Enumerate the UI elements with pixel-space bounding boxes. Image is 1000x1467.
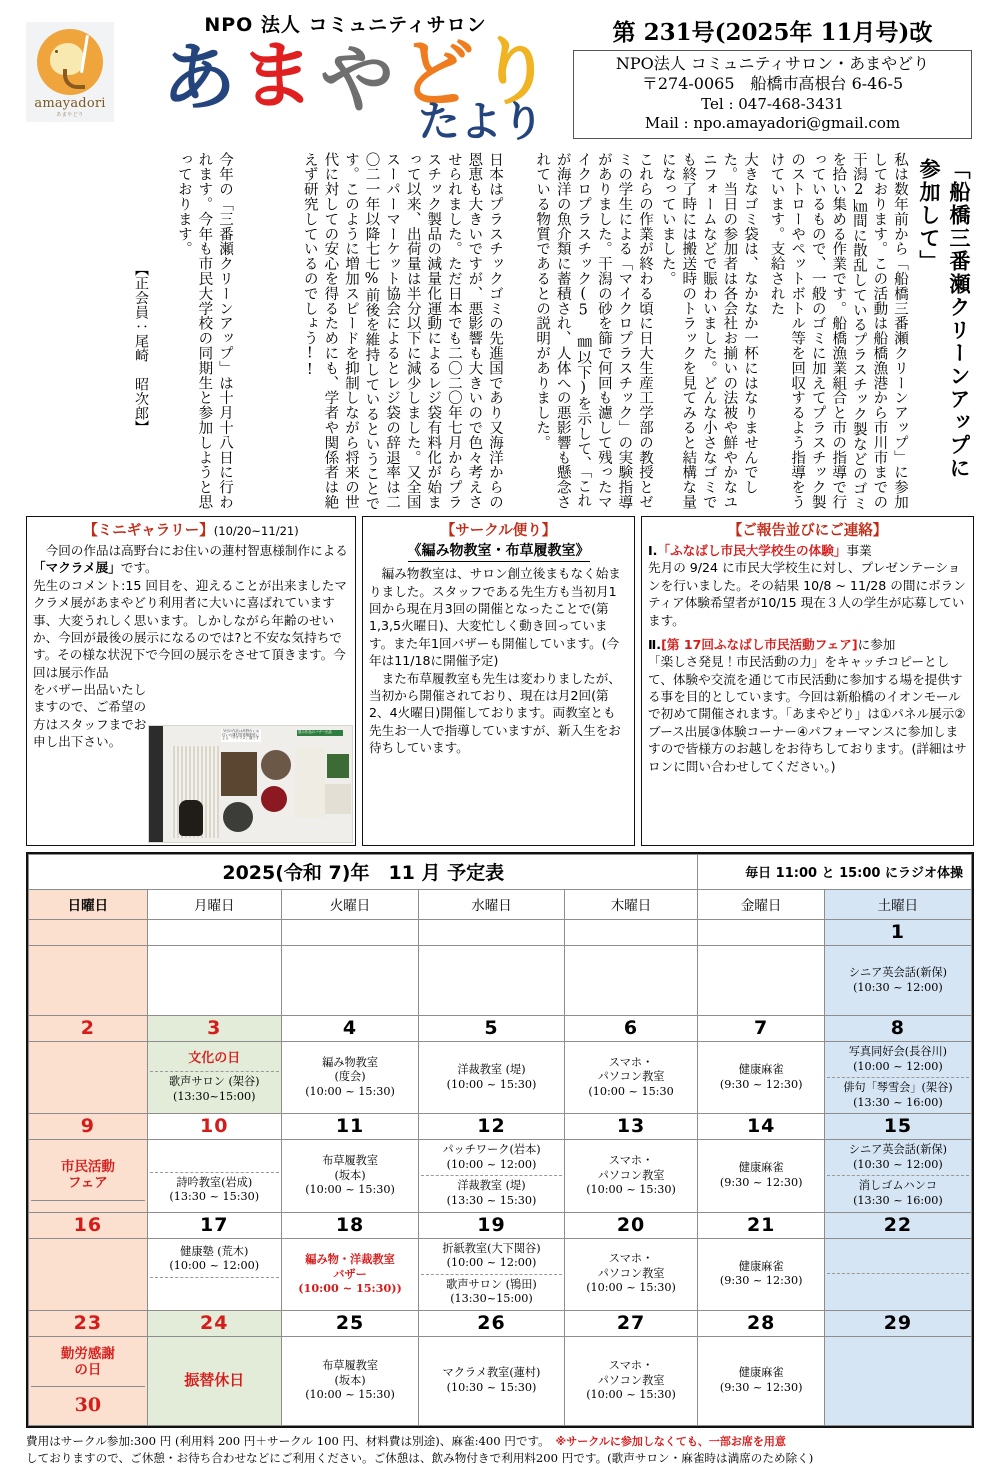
article-column-2: 大きなゴミ袋は、なかなか一杯にはなりませんでした。当日の参加者は各会社お揃いの法被や鮮やかなユニフォームなどで賑わいました。どんな小さなゴミでも終了時には搬送時のトラックを見てみると結構な量になっていました。 xyxy=(659,152,758,510)
page-header xyxy=(0,0,1000,150)
calendar-day-cell[interactable] xyxy=(281,1336,419,1425)
org-line: NPO 法人 コミュニティサロン xyxy=(204,14,487,36)
photo-caption-2: 展示作品のバザー出品 xyxy=(297,730,343,736)
calendar-day-number[interactable]: 26 xyxy=(419,1310,564,1336)
calendar-day-number[interactable]: 19 xyxy=(419,1212,564,1238)
calendar-day-cell[interactable] xyxy=(698,1140,824,1212)
calendar-day-number[interactable]: 23 xyxy=(29,1310,148,1336)
article-column-3: これらの作業が終わる頃に日大生産工学部の教授とゼミの学生による「マイクロプラスチック」の実験指導がありました。干潟の砂を篩で何回も濾して残ったマイクロプラスチック(5 ㎜以下)を示して、「これが海洋の魚介類に蓄積され、人体への悪影響も懸念されている物質であるとの説明がありました。 xyxy=(534,152,653,510)
report-2-name: [第 17回ふなばし市民活動フェア] xyxy=(661,636,858,652)
contact-box xyxy=(573,50,972,139)
report-item-1-body: 先月の 9/24 に市民大学校生に対し、プレゼンテーションを行いました。その結果 10/8 ~ 11/28 の間にボランティア体験希望者が10/15 現在３人の学生が応募しています。 xyxy=(648,560,966,628)
calendar-day-cell[interactable] xyxy=(281,946,419,1016)
calendar-day-cell[interactable] xyxy=(29,1336,148,1425)
calendar-day-number[interactable] xyxy=(698,920,824,946)
calendar-event xyxy=(827,1274,969,1302)
calendar-dow-row xyxy=(29,890,972,920)
footer-line-2: しておりますので、ご休憩・お待ち合わせなどにご利用ください。ご休憩は、飲み物付きで利用料200 円です。(歌声サロン・麻雀時は満席のため除く) xyxy=(26,1450,814,1465)
gallery-intro-c: です。 xyxy=(120,560,158,576)
report-1-tail: 事業 xyxy=(846,543,872,558)
logo-subtext: あまやどり xyxy=(56,112,84,118)
title-char-4: ど xyxy=(400,31,474,117)
calendar-event xyxy=(827,1377,969,1385)
footer-note: ※サークルに参加しなくても、一部お席を用意 xyxy=(555,1434,786,1448)
fee-footer xyxy=(26,1433,974,1467)
calendar-day-number[interactable] xyxy=(29,920,148,946)
calendar-event: シニア英会話(新保) (10:30 ~ 12:00) xyxy=(848,965,948,994)
calendar-day-cell[interactable] xyxy=(824,946,971,1016)
article-column-4: 日本はプラスチックゴミの先進国であり又海洋からの恩恵も大きいですが、悪影響も大きいので色々考えさせられました。ただ日本でも二〇二〇年七月からプラスチック製品の減量化運動によるレジ袋有料化が始まって以来、出荷量は半分以下に減少しました。又全国スーパーマーケット協会によるとレジ袋の辞退率は二〇二一年以降七七%前後を維持しているということです。このように増加スピードを抑制しながら将来の世代に対しての安心を得るためにも、学者や関係者は絶えず研究しているのでしょう!! xyxy=(301,152,503,512)
calendar-event: 健康麻雀 (9:30 ~ 12:30) xyxy=(719,1161,803,1189)
calendar-event: スマホ・ パソコン教室 (10:00 ~ 15:30 xyxy=(588,1055,674,1098)
macrame-exhibit-photo xyxy=(148,725,353,843)
contact-org: NPO法人 コミュニティサロン・あまやどり xyxy=(615,54,930,73)
calendar-event: 折紙教室(大下関谷) (10:00 ~ 12:00) xyxy=(421,1240,561,1275)
report-heading: 【ご報告並びにご連絡】 xyxy=(727,523,888,539)
dow-sat: 土曜日 xyxy=(824,890,971,920)
report-1-name: 「ふなばし市民大学校生の体験」 xyxy=(657,543,847,558)
mini-gallery-intro xyxy=(33,542,349,577)
calendar-day-cell[interactable] xyxy=(698,1042,824,1114)
calendar-day-cell[interactable] xyxy=(147,1238,281,1310)
calendar-day-number[interactable]: 27 xyxy=(564,1310,698,1336)
calendar-event: 振替休日 xyxy=(184,1371,245,1390)
dow-mon: 月曜日 xyxy=(147,890,281,920)
calendar-number-row xyxy=(29,1114,972,1140)
calendar-event xyxy=(150,1278,279,1306)
logo-wordmark: amayadori xyxy=(34,96,106,111)
title-char-3: や xyxy=(320,37,394,123)
mini-gallery-title: 【ミニギャラリー】 xyxy=(83,523,214,539)
calendar-day-cell[interactable] xyxy=(564,1336,698,1425)
mini-gallery-bazaar-note: をバザー出品いたしますので、ご希望の方はスタッフまでお申し出下さい。 xyxy=(33,682,147,750)
calendar-day-cell[interactable] xyxy=(29,946,148,1016)
calendar-day-number[interactable]: 8 xyxy=(824,1016,971,1042)
mini-gallery-box xyxy=(26,516,356,846)
article-author: 【正会員：尾崎 昭次郎】 xyxy=(133,262,149,435)
bird-umbrella-icon xyxy=(37,29,103,95)
calendar-event: 消しゴムハンコ (13:30 ~ 16:00) xyxy=(853,1179,943,1207)
calendar-event: 文化の日 xyxy=(150,1049,279,1072)
calendar-event: 写真同好会(長谷川) (10:00 ~ 12:00) xyxy=(827,1043,969,1078)
circle-subheading-wrap xyxy=(369,542,628,565)
calendar-day-cell[interactable] xyxy=(29,1042,148,1114)
calendar-day-number[interactable]: 10 xyxy=(147,1114,281,1140)
calendar-day-cell[interactable] xyxy=(419,946,564,1016)
calendar-day-number[interactable]: 18 xyxy=(281,1212,419,1238)
calendar-day-number[interactable]: 5 xyxy=(419,1016,564,1042)
calendar-title: 2025(令和 7)年 11 月 予定表 xyxy=(29,855,698,890)
calendar-day-cell[interactable] xyxy=(281,1238,419,1310)
calendar-day-number[interactable]: 28 xyxy=(698,1310,824,1336)
calendar-day-cell[interactable] xyxy=(281,1042,419,1114)
calendar-day-number[interactable]: 15 xyxy=(824,1114,971,1140)
calendar-day-number[interactable]: 11 xyxy=(281,1114,419,1140)
calendar-day-cell[interactable] xyxy=(824,1336,971,1425)
dow-sun: 日曜日 xyxy=(29,890,148,920)
masthead-title xyxy=(118,29,573,146)
calendar-day-cell[interactable] xyxy=(419,1042,564,1114)
calendar-day-cell[interactable] xyxy=(698,1336,824,1425)
mini-gallery-heading xyxy=(33,521,349,541)
calendar-event: 健康塾 (荒木) (10:00 ~ 12:00) xyxy=(150,1243,279,1278)
title-char-5: り xyxy=(478,29,552,115)
calendar-event-row xyxy=(29,1238,972,1310)
report-item-2-body: 「楽しさ発見！市民活動の力」をキャッチコピーとして、体験や交流を通じて市民活動に参加する場を提供する事を目的としています。今回は新船橋のイオンモールで初めて開催されます。「あまやどり」は①パネル展示②ブース出展③体験コーナー④パフォーマンスに参加しますので皆様方のお越しをお待ちしております。(詳細はサロンに問い合わせしてください。) xyxy=(648,654,967,774)
report-2-tail: に参加 xyxy=(857,636,896,652)
title-suffix: たより xyxy=(418,97,545,146)
calendar-day-cell[interactable] xyxy=(824,1042,971,1114)
calendar-day-number[interactable]: 30 xyxy=(74,1394,102,1417)
calendar-day-cell[interactable] xyxy=(281,1140,419,1212)
circle-subheading: 《編み物教室・布草履教室》 xyxy=(408,542,590,562)
calendar-day-cell[interactable] xyxy=(419,1238,564,1310)
calendar-day-number[interactable]: 2 xyxy=(29,1016,148,1042)
calendar-event: 編み物・洋裁教室 バザー (10:00 ~ 15:30)) xyxy=(298,1252,402,1296)
calendar-event xyxy=(827,1246,969,1274)
calendar-day-number[interactable]: 21 xyxy=(698,1212,824,1238)
calendar-day-number[interactable]: 13 xyxy=(564,1114,698,1140)
calendar-day-cell[interactable] xyxy=(147,1336,281,1425)
calendar-event xyxy=(150,1145,279,1173)
notice-boxes xyxy=(26,516,974,846)
calendar-event: 布草履教室 (坂本) (10:00 ~ 15:30) xyxy=(305,1358,395,1402)
article-column-5: 今年の「三番瀬クリーンアップ」は十月十八日に行われます。今年も市民大学校の同期生と参加しようと思っております。 xyxy=(175,152,233,510)
calendar-sunday-label: 市民活動 フェア xyxy=(31,1151,145,1200)
calendar-day-cell[interactable] xyxy=(419,1336,564,1425)
calendar-day-number[interactable] xyxy=(419,920,564,946)
issue-info xyxy=(573,6,972,150)
amayadori-logo xyxy=(26,22,114,122)
calendar-event-row xyxy=(29,1140,972,1212)
calendar-event: 俳句「琴雪会」(架谷) (13:30 ~ 16:00) xyxy=(843,1081,953,1109)
calendar-event: 健康麻雀 (9:30 ~ 12:30) xyxy=(719,1366,803,1394)
report-1-num: Ⅰ. xyxy=(648,543,658,558)
calendar-day-number[interactable] xyxy=(147,920,281,946)
calendar-day-cell[interactable] xyxy=(564,1140,698,1212)
footer-line-1 xyxy=(26,1433,974,1450)
contact-mail: Mail : npo.amayadori@gmail.com xyxy=(644,114,901,133)
calendar-day-cell[interactable] xyxy=(698,946,824,1016)
calendar-day-cell[interactable] xyxy=(824,1140,971,1212)
calendar-event: 健康麻雀 (9:30 ~ 12:30) xyxy=(719,1063,803,1091)
calendar-event: 歌声サロン (鴇田) (13:30~15:00) xyxy=(446,1277,537,1306)
calendar-event: スマホ・ パソコン教室 (10:00 ~ 15:30) xyxy=(586,1252,676,1295)
calendar-event: 編み物教室 (度会) (10:00 ~ 15:30) xyxy=(305,1055,395,1098)
calendar-day-cell[interactable] xyxy=(824,1238,971,1310)
mini-gallery-dates: (10/20~11/21) xyxy=(213,524,299,538)
dow-tue: 火曜日 xyxy=(281,890,419,920)
calendar-day-number[interactable]: 1 xyxy=(824,920,971,946)
contact-tel: Tel : 047-468-3431 xyxy=(701,94,844,113)
gallery-intro-a: 今回の作品は高野台にお住いの蓮村智恵様制作による xyxy=(45,543,348,558)
calendar-day-number[interactable]: 6 xyxy=(564,1016,698,1042)
calendar-event: 洋裁教室 (堤) (13:30 ~ 15:30) xyxy=(446,1179,537,1207)
calendar-event-row xyxy=(29,1336,972,1425)
schedule-calendar xyxy=(26,852,974,1428)
article-title: 「船橋三番瀬クリーンアップに 参加して」 xyxy=(917,158,972,503)
calendar-day-number[interactable]: 7 xyxy=(698,1016,824,1042)
calendar-event: スマホ・ パソコン教室 (10:00 ~ 15:30) xyxy=(586,1358,676,1402)
calendar-day-number[interactable]: 16 xyxy=(29,1212,148,1238)
calendar-day-number[interactable]: 20 xyxy=(564,1212,698,1238)
calendar-day-number[interactable]: 17 xyxy=(147,1212,281,1238)
calendar-day-cell[interactable] xyxy=(564,1042,698,1114)
calendar-day-number[interactable]: 29 xyxy=(824,1310,971,1336)
masthead xyxy=(118,6,573,150)
calendar-day-number[interactable] xyxy=(281,920,419,946)
calendar-number-row xyxy=(29,1310,972,1336)
calendar-day-number[interactable]: 9 xyxy=(29,1114,148,1140)
article-column-1: 私は数年前から「船橋三番瀬クリーンアップ」に参加しております。この活動は船橋漁港から市川市までの干潟2㎞間に散乱しているプラスチック製などのゴミを拾い集める作業です。船橋漁業組合と市の指導で行っているもので、一般のゴミに加えてプラスチック製のストローやペットボトル等を回収するよう指導をうけています。支給された xyxy=(768,152,908,512)
calendar-day-number[interactable]: 14 xyxy=(698,1114,824,1140)
calendar-sunday-label: 勤労感謝 の日 xyxy=(31,1338,145,1387)
mini-gallery-comment: 先生のコメント:15 回目を、迎えることが出来ましたマクラメ展があまやどり利用者に大いに喜ばれています事、大変うれしく思います。しかしながら年齢のせいか、今回が最後の展示になるのでは?と不安な気持ちです。その様な状況下で今回の展示をさせて頂きます。今回は展示作品 xyxy=(33,577,347,680)
calendar-day-cell[interactable] xyxy=(29,1238,148,1310)
title-char-1: あ xyxy=(162,35,236,121)
report-item-2-title xyxy=(648,636,967,653)
calendar-day-number[interactable]: 3 xyxy=(147,1016,281,1042)
calendar-event: マクラメ教室(蓮村) (10:30 ~ 15:30) xyxy=(442,1366,541,1394)
calendar-event: 歌声サロン (架谷) (13:30~15:00) xyxy=(168,1075,260,1103)
calendar-number-row xyxy=(29,920,972,946)
calendar-title-row xyxy=(29,855,972,890)
photo-caption-1: 今回の作品は高野台にお住いの蓮村智恵様制作による「マクラメ」展です xyxy=(222,729,260,741)
issue-number: 第 231号(2025年 11月号)改 xyxy=(612,19,933,46)
report-item-1-title xyxy=(648,542,967,559)
calendar-day-number[interactable] xyxy=(564,920,698,946)
calendar-day-number[interactable]: 24 xyxy=(147,1310,281,1336)
calendar-day-cell[interactable] xyxy=(147,946,281,1016)
dow-wed: 水曜日 xyxy=(419,890,564,920)
circle-news-heading: 【サークル便り】 xyxy=(440,523,557,539)
circle-paragraph-1: 編み物教室は、サロン創立後まもなく始まりました。スタッフである先生方も当初月1回から現在月3回の開催となったことで(第1,3,5火曜日)、大変忙しく動き回っています。また年1回バザーも開催しています。(今年は11/18に開催予定) xyxy=(369,566,621,669)
footer-fee-text: 費用はサークル参加:300 円 (利用料 200 円＋サークル 100 円、材料費は別途)、麻雀:400 円です。 xyxy=(26,1433,544,1448)
calendar-event-row xyxy=(29,1042,972,1114)
calendar-event: 布草履教室 (坂本) (10:00 ~ 15:30) xyxy=(305,1154,395,1197)
calendar-number-row xyxy=(29,1212,972,1238)
title-char-2: ま xyxy=(240,33,314,119)
calendar-day-cell[interactable] xyxy=(419,1140,564,1212)
calendar-event: パッチワーク(岩本) (10:00 ~ 12:00) xyxy=(421,1141,561,1176)
calendar-event: 洋裁教室 (堤) (10:00 ~ 15:30) xyxy=(446,1063,537,1091)
dow-thu: 木曜日 xyxy=(564,890,698,920)
calendar-event: 健康麻雀 (9:30 ~ 12:30) xyxy=(719,1259,803,1288)
calendar-day-cell[interactable] xyxy=(147,1140,281,1212)
report-2-num: Ⅱ. xyxy=(648,636,662,652)
calendar-day-number[interactable]: 22 xyxy=(824,1212,971,1238)
main-article xyxy=(26,152,974,512)
calendar-event: 詩吟教室(岩成) (13:30 ~ 15:30) xyxy=(169,1175,260,1204)
calendar-day-cell[interactable] xyxy=(564,1238,698,1310)
calendar-day-cell[interactable] xyxy=(29,1140,148,1212)
calendar-radio-note: 毎日 11:00 と 15:00 にラジオ体操 xyxy=(698,855,972,890)
circle-paragraph-2: また布草履教室も先生は変わりましたが、当初から開催されており、現在は月2回(第2、4火曜日)開催しております。両教室とも先生お一人で指導していますが、新入生をお待ちしています。 xyxy=(369,670,621,756)
circle-news-box xyxy=(362,516,635,846)
logo-area xyxy=(26,6,118,150)
calendar-day-cell[interactable] xyxy=(698,1238,824,1310)
calendar-day-cell[interactable] xyxy=(147,1042,281,1114)
contact-address: 〒274-0065 船橋市高根台 6-46-5 xyxy=(641,74,904,94)
gallery-exhibit-name: 「マクラメ展」 xyxy=(33,560,121,576)
calendar-day-number[interactable]: 4 xyxy=(281,1016,419,1042)
calendar-event-row xyxy=(29,946,972,1016)
calendar-day-number[interactable]: 12 xyxy=(419,1114,564,1140)
calendar-day-cell[interactable] xyxy=(564,946,698,1016)
report-box xyxy=(641,516,974,846)
calendar-event: シニア英会話(新保) (10:30 ~ 12:00) xyxy=(827,1141,969,1176)
calendar-number-row xyxy=(29,1016,972,1042)
calendar-day-number[interactable]: 25 xyxy=(281,1310,419,1336)
dow-fri: 金曜日 xyxy=(698,890,824,920)
calendar-event: スマホ・ パソコン教室 (10:00 ~ 15:30) xyxy=(586,1154,676,1197)
